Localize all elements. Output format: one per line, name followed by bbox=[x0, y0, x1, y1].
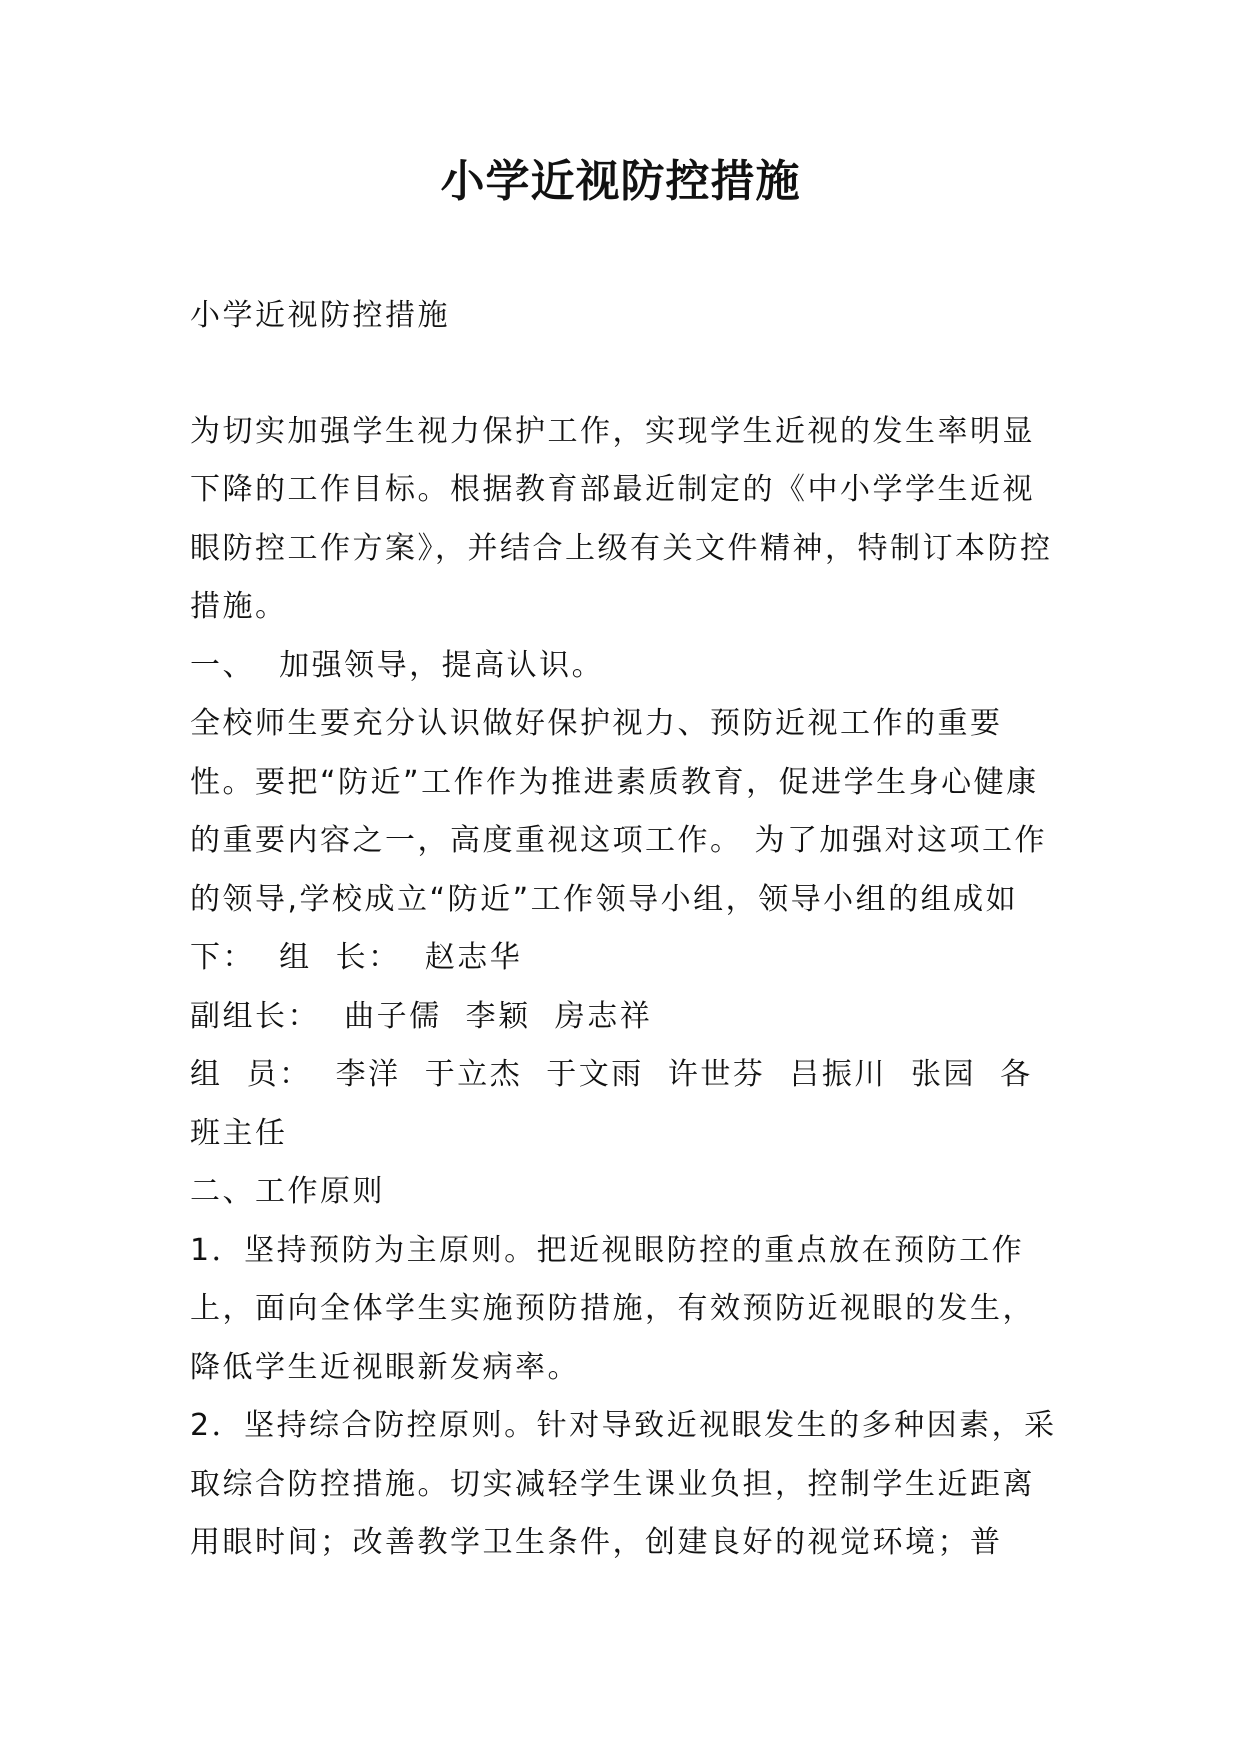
paragraph-members: 组 员： 李洋 于立杰 于文雨 许世芬 吕振川 张园 各班主任 bbox=[190, 1057, 1033, 1151]
paragraph-deputy-leaders: 副组长： 曲子儒 李颖 房志祥 bbox=[190, 998, 653, 1034]
paragraph-principle-1: 1．坚持预防为主原则。把近视眼防控的重点放在预防工作上，面向全体学生实施预防措施，有效预防近视眼的发生，降低学生近视眼新发病率。 bbox=[190, 1232, 1035, 1385]
section-heading-2: 二、工作原则 bbox=[190, 1174, 385, 1209]
document-subtitle: 小学近视防控措施 bbox=[190, 298, 450, 333]
document-body bbox=[190, 287, 1065, 1573]
section-heading-1: 一、 加强领导，提高认识。 bbox=[190, 647, 605, 683]
paragraph-principle-2: 2．坚持综合防控原则。针对导致近视眼发生的多种因素，采取综合防控措施。切实减轻学生课业负担，控制学生近距离用眼时间；改善教学卫生条件，创建良好的视觉环境；普 bbox=[190, 1408, 1057, 1560]
paragraph-intro: 为切实加强学生视力保护工作，实现学生近视的发生率明显下降的工作目标。根据教育部最近制定的《中小学学生近视眼防控工作方案》，并结合上级有关文件精神，特制订本防控措施。 bbox=[190, 413, 1053, 624]
document-title: 小学近视防控措施 bbox=[440, 156, 801, 207]
paragraph-leadership: 全校师生要充分认识做好保护视力、预防近视工作的重要性。要把“防近”工作作为推进素质教育，促进学生身心健康的重要内容之一，高度重视这项工作。 为了加强对这项工作的领导,学校成立“防近”工作领导小组，领导小组的组成如下： 组 长： 赵志华 bbox=[190, 706, 1048, 975]
